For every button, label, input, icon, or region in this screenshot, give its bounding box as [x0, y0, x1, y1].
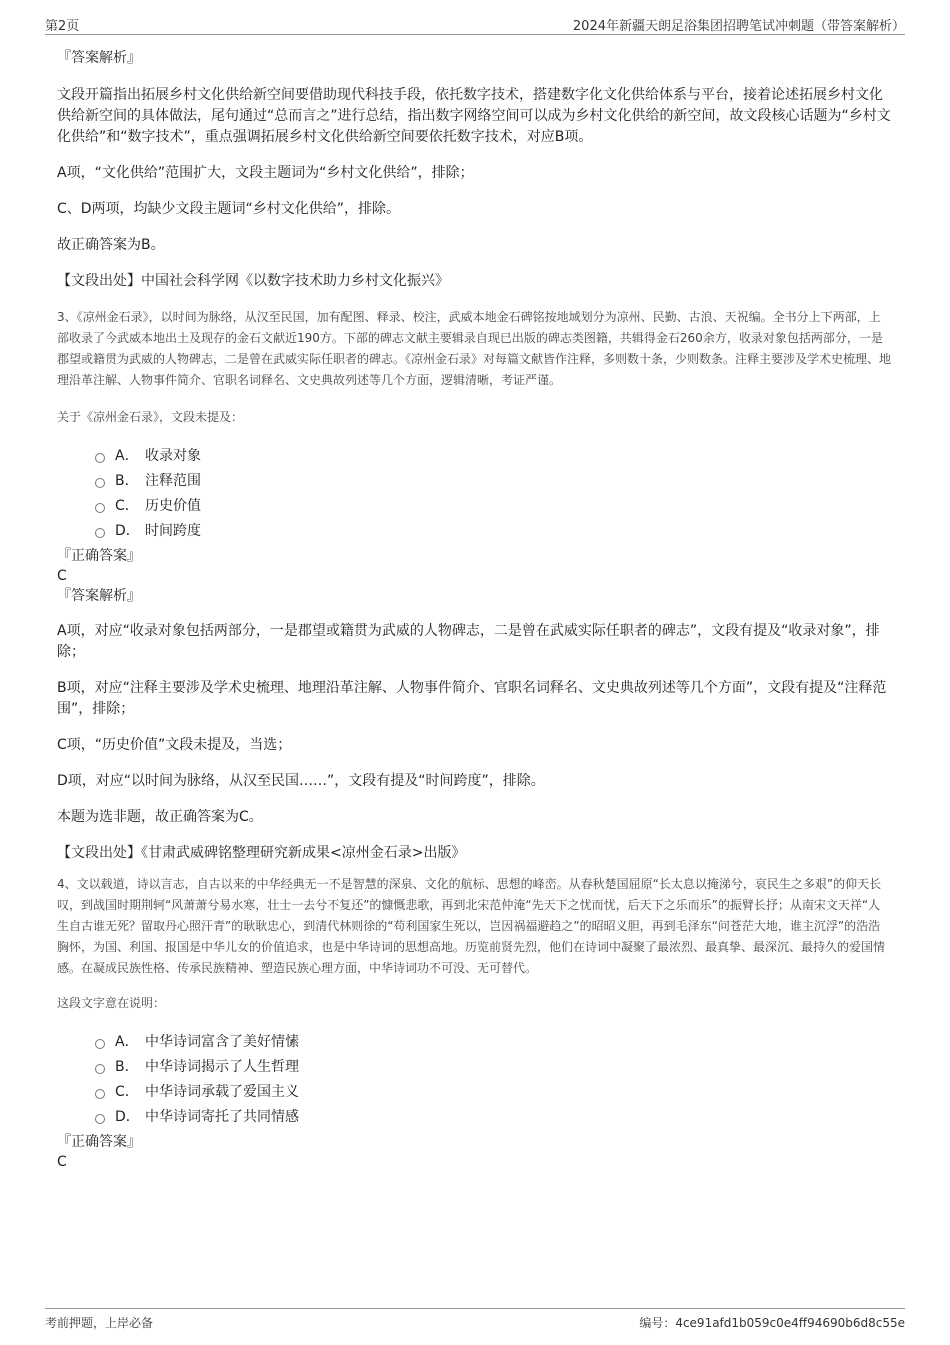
- q2-analysis: 文段开篇指出拓展乡村文化供给新空间要借助现代科技手段，依托数字技术，搭建数字化文化供给体系与平台，接着论述拓展乡村文化供给新空间的具体做法，尾句通过“总而言之”进行总结，指出数字网络空间可以成为乡村文化供给的新空间，故文段核心话题为“乡村文化供给”和“数字技术”，重点强调拓展乡村文化供给新空间要依托数字技术，对应B项。: [57, 87, 891, 145]
- q3-analysis-b: B项，对应“注释主要涉及学术史梳理、地理沿革注解、人物事件简介、官职名词释名、文史典故列述等几个方面”，文段有提及“注释范围”，排除；: [57, 680, 887, 717]
- option-text: 注释范围: [145, 472, 201, 489]
- q3-analysis-label: 『答案解析』: [57, 588, 141, 604]
- option-letter: D．: [115, 1108, 140, 1125]
- q3-options: [57, 442, 892, 542]
- option-text: 中华诗词揭示了人生哲理: [145, 1058, 299, 1075]
- q4-option-d[interactable]: [95, 1103, 892, 1128]
- option-letter: C．: [115, 1083, 139, 1100]
- q2-source: 【文段出处】中国社会科学网《以数字技术助力乡村文化振兴》: [57, 273, 449, 289]
- page-number: 第2页: [45, 19, 80, 34]
- radio-icon[interactable]: [95, 1064, 105, 1074]
- q3-option-c[interactable]: [95, 492, 892, 517]
- option-text: 收录对象: [145, 447, 201, 464]
- q4-options: [57, 1028, 892, 1128]
- q3-analysis-d: D项，对应“以时间为脉络，从汉至民国……”，文段有提及“时间跨度”，排除。: [57, 773, 545, 789]
- document-id: 编号：4ce91afd1b059c0e4ff94690b6d8c55e: [639, 1316, 905, 1330]
- document-body: [57, 44, 892, 1172]
- radio-icon[interactable]: [95, 503, 105, 513]
- q3-option-b[interactable]: [95, 467, 892, 492]
- q3-analysis-a: A项，对应“收录对象包括两部分，一是郡望或籍贯为武威的人物碑志，二是曾在武威实际任职者的碑志”，文段有提及“收录对象”，排除；: [57, 623, 880, 660]
- q4-stem: 4、文以载道，诗以言志，自古以来的中华经典无一不是智慧的深泉、文化的航标、思想的峰峦。从春秋楚国屈原“长太息以掩涕兮，哀民生之多艰”的仰天长叹，到战国时期荆轲“风萧萧兮易水寒，壮士一去兮不复还”的慷慨悲歌，再到北宋范仲淹“先天下之忧而忧，后天下之乐而乐”的振臂长抒；从南宋文天祥“人生自古谁无死？留取丹心照汗青”的耿耿忠心，到清代林则徐的“苟利国家生死以，岂因祸福避趋之”的昭昭义胆，再到毛泽东“问苍茫大地，谁主沉浮”的浩浩胸怀，为国、利国、报国是中华儿女的价值追求，也是中华诗词的思想高地。历览前贤先烈，他们在诗词中凝聚了最浓烈、最真挚、最深沉、最持久的爱国情感。在凝成民族性格、传承民族精神、塑造民族心理方面，中华诗词功不可没、无可替代。: [57, 877, 886, 975]
- page-footer: [45, 1308, 905, 1331]
- q3-question: 关于《凉州金石录》，文段未提及：: [57, 410, 244, 424]
- q3-source: 【文段出处】《甘肃武威碑铭整理研究新成果<凉州金石录>出版》: [57, 845, 466, 861]
- option-text: 时间跨度: [145, 522, 201, 539]
- q4-question: 这段文字意在说明：: [57, 996, 166, 1010]
- radio-icon[interactable]: [95, 1114, 105, 1124]
- q4-option-b[interactable]: [95, 1053, 892, 1078]
- footer-slogan: 考前押题，上岸必备: [45, 1316, 154, 1330]
- option-letter: C．: [115, 497, 139, 514]
- page-header: [45, 12, 905, 35]
- option-text: 中华诗词承载了爱国主义: [145, 1083, 299, 1100]
- q3-analysis-c: C项，“历史价值”文段未提及，当选；: [57, 737, 292, 753]
- q3-conclusion: 本题为选非题，故正确答案为C。: [57, 809, 263, 825]
- radio-icon[interactable]: [95, 478, 105, 488]
- option-letter: D．: [115, 522, 140, 539]
- q3-option-a[interactable]: [95, 442, 892, 467]
- q3-answer: C: [57, 568, 67, 584]
- radio-icon[interactable]: [95, 1089, 105, 1099]
- option-letter: B．: [115, 472, 139, 489]
- q2-conclusion: 故正确答案为B。: [57, 237, 165, 253]
- radio-icon[interactable]: [95, 453, 105, 463]
- option-text: 历史价值: [145, 497, 201, 514]
- q4-answer: C: [57, 1154, 67, 1170]
- q3-stem: 3、《凉州金石录》，以时间为脉络，从汉至民国，加有配图、释录、校注，武威本地金石碑铭按地域划分为凉州、民勤、古浪、天祝编。全书分上下两部，上部收录了今武威本地出土及现存的金石文献近190方。下部的碑志文献主要辑录自现已出版的碑志类图籍，共辑得金石260余方，收录对象包括两部分，一是郡望或籍贯为武威的人物碑志，二是曾在武威实际任职者的碑志。《凉州金石录》对每篇文献皆作注释，多则数十条，少则数条。注释主要涉及学术史梳理、地理沿革注解、人物事件简介、官职名词释名、文史典故列述等几个方面，逻辑清晰，考证严谨。: [57, 310, 892, 387]
- option-letter: A．: [115, 447, 139, 464]
- q4-option-c[interactable]: [95, 1078, 892, 1103]
- option-letter: B．: [115, 1058, 139, 1075]
- radio-icon[interactable]: [95, 1039, 105, 1049]
- option-letter: A．: [115, 1033, 139, 1050]
- q2-analysis-cd: C、D两项，均缺少文段主题词“乡村文化供给”，排除。: [57, 201, 401, 217]
- document-title: 2024年新疆天朗足浴集团招聘笔试冲刺题（带答案解析）: [572, 19, 905, 34]
- q3-answer-label: 『正确答案』: [57, 548, 141, 564]
- q2-analysis-a: A项，“文化供给”范围扩大，文段主题词为“乡村文化供给”，排除；: [57, 165, 474, 181]
- q4-answer-label: 『正确答案』: [57, 1134, 141, 1150]
- q4-option-a[interactable]: [95, 1028, 892, 1053]
- option-text: 中华诗词寄托了共同情感: [145, 1108, 299, 1125]
- radio-icon[interactable]: [95, 528, 105, 538]
- q3-option-d[interactable]: [95, 517, 892, 542]
- option-text: 中华诗词富含了美好情愫: [145, 1033, 299, 1050]
- q2-analysis-label: 『答案解析』: [57, 50, 141, 66]
